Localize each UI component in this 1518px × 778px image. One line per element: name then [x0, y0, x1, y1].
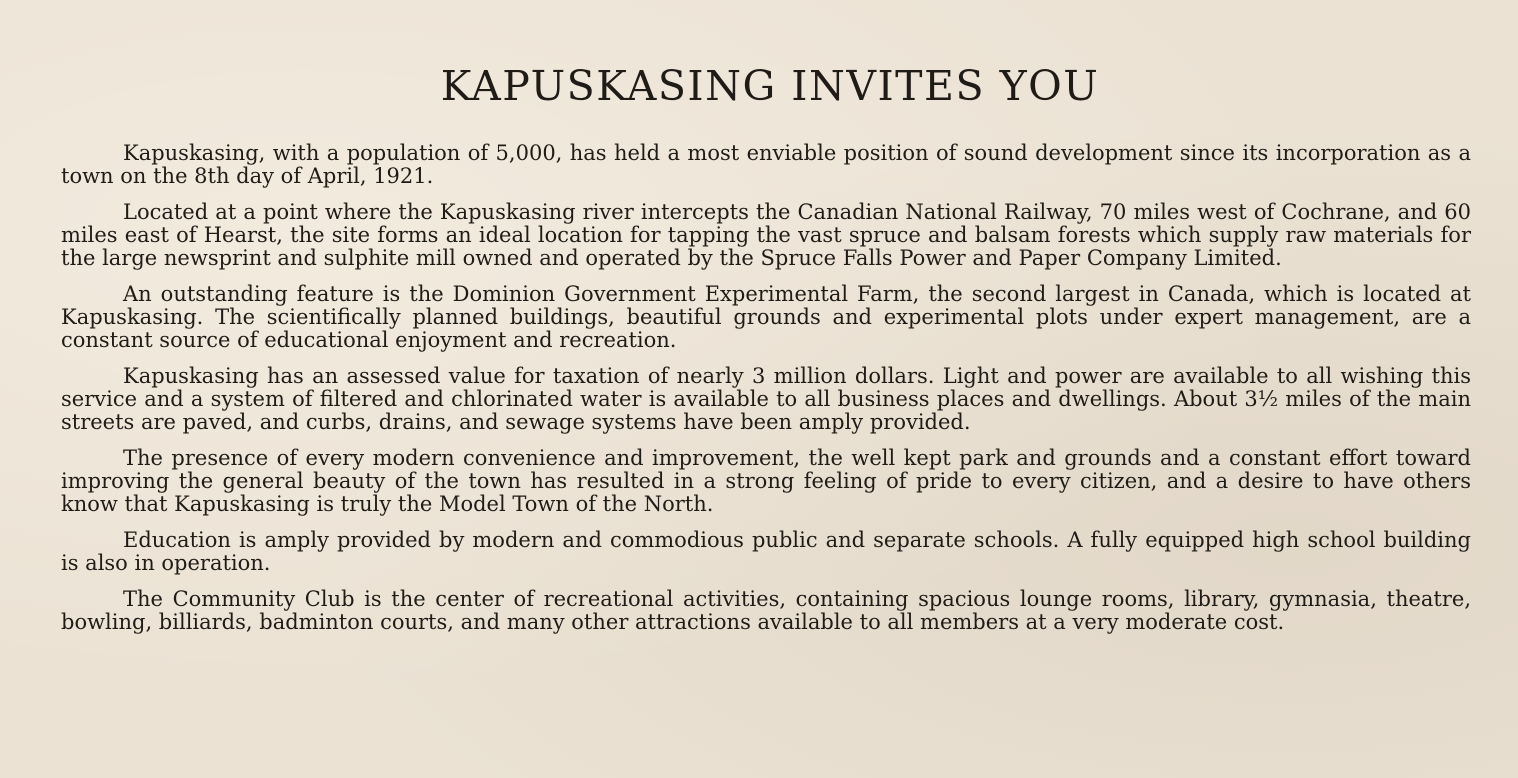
document-body	[61, 142, 1471, 647]
paragraph-taxation-utilities: Kapuskasing has an assessed value for taxation of nearly 3 million dollars. Light and power are available to all wishing this service and a system of filtered and chlorinated water is available to all business places and dwellings. About 3½ miles of the main streets are paved, and curbs, drains, and sewage systems have been amply provided.	[61, 364, 1471, 434]
paragraph-population: Kapuskasing, with a population of 5,000, has held a most enviable position of sound development since its incorporation as a town on the 8th day of April, 1921.	[61, 141, 1471, 188]
paragraph-education: Education is amply provided by modern and commodious public and separate schools. A fully equipped high school building is also in operation.	[61, 528, 1471, 575]
paragraph-location: Located at a point where the Kapuskasing river intercepts the Canadian National Railway, 70 miles west of Cochrane, and 60 miles east of Hearst, the site forms an ideal location for tapping the vast spruce and balsam forests which supply raw materials for the large newsprint and sulphite mill owned and operated by the Spruce Falls Power and Paper Company Limited.	[61, 200, 1471, 270]
paragraph-experimental-farm: An outstanding feature is the Dominion Government Experimental Farm, the second largest in Canada, which is located at Kapuskasing. The scientifically planned buildings, beautiful grounds and experimental plots under expert management, are a constant source of educational enjoyment and recreation.	[61, 282, 1471, 352]
document-title: KAPUSKASING INVITES YOU	[440, 62, 1100, 110]
paragraph-model-town: The presence of every modern convenience and improvement, the well kept park and grounds and a constant effort toward improving the general beauty of the town has resulted in a strong feeling of pride to every citizen, and a desire to have others know that Kapuskasing is truly the Model Town of the North.	[61, 446, 1471, 516]
paragraph-community-club: The Community Club is the center of recreational activities, containing spacious lounge rooms, library, gymnasia, theatre, bowling, billiards, badminton courts, and many other attractions available to all members at a very moderate cost.	[61, 587, 1471, 634]
